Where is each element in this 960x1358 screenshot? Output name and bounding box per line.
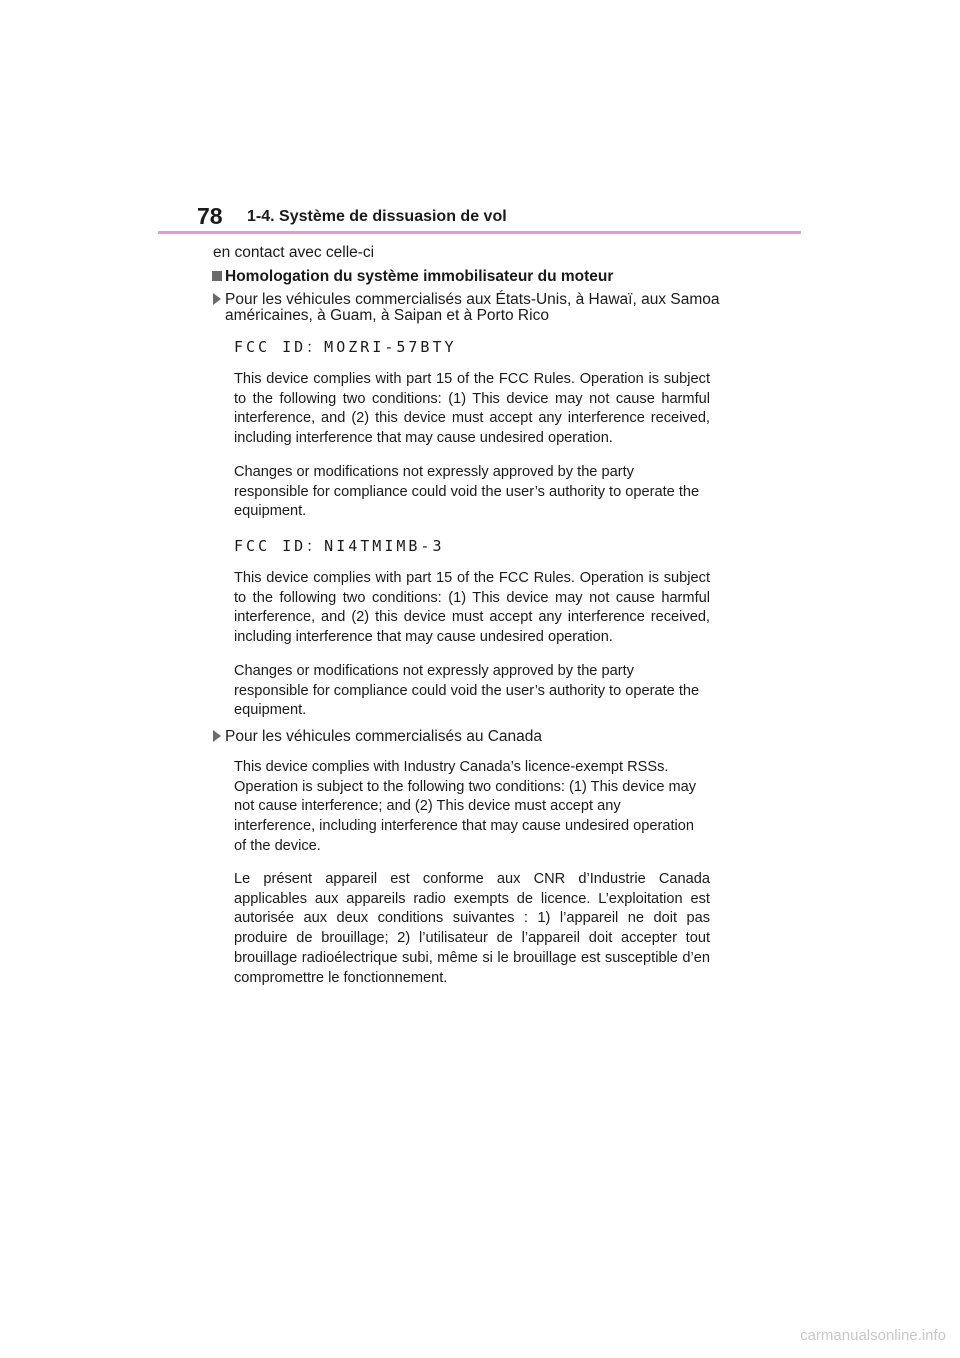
fcc-compliance-text: This device complies with part 15 of the FCC Rules. Operation is subject to the following two conditions: (1) This device may not cause harmful interference, and (2) this device must accept any interference received, including interference that may cause undesired operation. — [234, 570, 710, 646]
canada-french-text: Le présent appareil est conforme aux CNR d’Industrie Canada applicables aux appareils radio exempts de licence. L’exploitation est autorisée aux deux conditions suivantes : 1) l’appareil ne doit pas produire de brouillage; 2) l’utilisateur de l’appareil doit accepter tout brouillage radioélectrique subi, même si le brouillage est susceptible d’en compromettre le fonctionnement. — [234, 871, 710, 986]
fcc-id-label: FCC ID：NI4TMIMB-3 — [234, 537, 445, 555]
square-bullet-icon — [212, 271, 222, 281]
bullet-us-line1: Pour les véhicules commercialisés aux États-Unis, à Hawaï, aux Samoa — [225, 291, 720, 308]
intro-line: en contact avec celle-ci — [213, 244, 375, 261]
triangle-bullet-icon — [213, 730, 221, 742]
fcc-compliance-text: This device complies with part 15 of the FCC Rules. Operation is subject to the following two conditions: (1) This device may not cause harmful interference, and (2) this device must accept any interference received, including interference that may cause undesired operation. — [234, 371, 710, 447]
section-title: 1-4. Système de dissuasion de vol — [247, 208, 507, 225]
page-header — [0, 0, 960, 240]
section-heading: Homologation du système immobilisateur du moteur — [225, 268, 614, 285]
header-divider — [158, 231, 801, 234]
fcc-changes-text: Changes or modifications not expressly approved by the party responsible for compliance could void the user’s authority to operate the equipment. — [234, 663, 700, 719]
bullet-us-line2: américaines, à Guam, à Saipan et à Porto Rico — [225, 307, 549, 324]
page-number: 78 — [197, 203, 223, 229]
canada-english-text: This device complies with Industry Canada’s licence-exempt RSSs. Operation is subject to the following two conditions: (1) This device may not cause interference; and (2) This device must accept any interference, including interference that may cause undesired operation of the device. — [234, 759, 697, 854]
fcc-changes-text: Changes or modifications not expressly approved by the party responsible for compliance could void the user’s authority to operate the equipment. — [234, 464, 700, 520]
triangle-bullet-icon — [213, 293, 221, 305]
footer-watermark: carmanualsonline.info — [800, 1327, 946, 1344]
fcc-id-label: FCC ID：MOZRI-57BTY — [234, 338, 457, 356]
bullet-canada-label: Pour les véhicules commercialisés au Canada — [225, 728, 543, 745]
